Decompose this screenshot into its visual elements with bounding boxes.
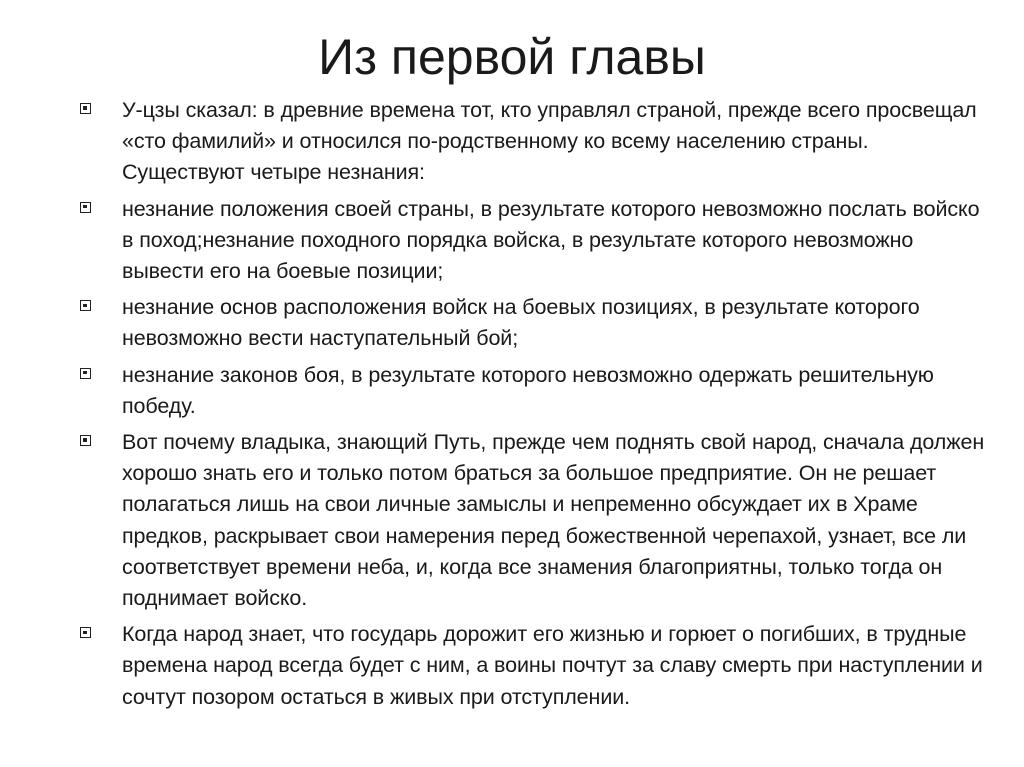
bullet-item <box>78 360 993 422</box>
bullet-text: незнание положения своей страны, в результате которого невозможно послать войско в поход;незнание походного порядка войска, в результате которого невозможно вывести его на боевые позиции; <box>122 196 980 284</box>
bullet-list <box>78 95 993 718</box>
square-bullet-icon <box>80 627 91 638</box>
square-bullet-icon <box>80 300 91 311</box>
bullet-item <box>78 194 993 288</box>
bullet-text: Вот почему владыка, знающий Путь, прежде чем поднять свой народ, сначала должен хорошо знать его и только потом браться за большое предприятие. Он не решает полагаться лишь на свои личные замыслы и непременно обсуждает их в Храме предков, раскрывает свои намерения перед божественной черепахой, узнает, все ли соответствует времени неба, и, когда все знамения благоприятны, только тогда он поднимает войско. <box>122 430 985 611</box>
bullet-text: Когда народ знает, что государь дорожит его жизнью и горюет о погибших, в трудные времена народ всегда будет с ним, а воины почтут за славу смерть при наступлении и сочтут позором остаться в живых при отступлении. <box>122 622 983 709</box>
square-bullet-icon <box>80 103 91 114</box>
bullet-item <box>78 95 993 189</box>
bullet-item <box>78 427 993 614</box>
bullet-text: незнание законов боя, в результате которого невозможно одержать решительную победу. <box>122 362 934 418</box>
square-bullet-icon <box>80 435 91 446</box>
slide-title: Из первой главы <box>318 29 706 85</box>
bullet-text: У-цзы сказал: в древние времена тот, кто управлял страной, прежде всего просвещал «сто фамилий» и относился по-родственному ко всему населению страны. Существуют четыре незнания: <box>122 98 977 185</box>
bullet-item <box>78 292 993 354</box>
square-bullet-icon <box>80 368 91 379</box>
bullet-text: незнание основ расположения войск на боевых позициях, в результате которого невозможно вести наступательный бой; <box>122 295 920 351</box>
bullet-item <box>78 619 993 713</box>
square-bullet-icon <box>80 202 91 213</box>
